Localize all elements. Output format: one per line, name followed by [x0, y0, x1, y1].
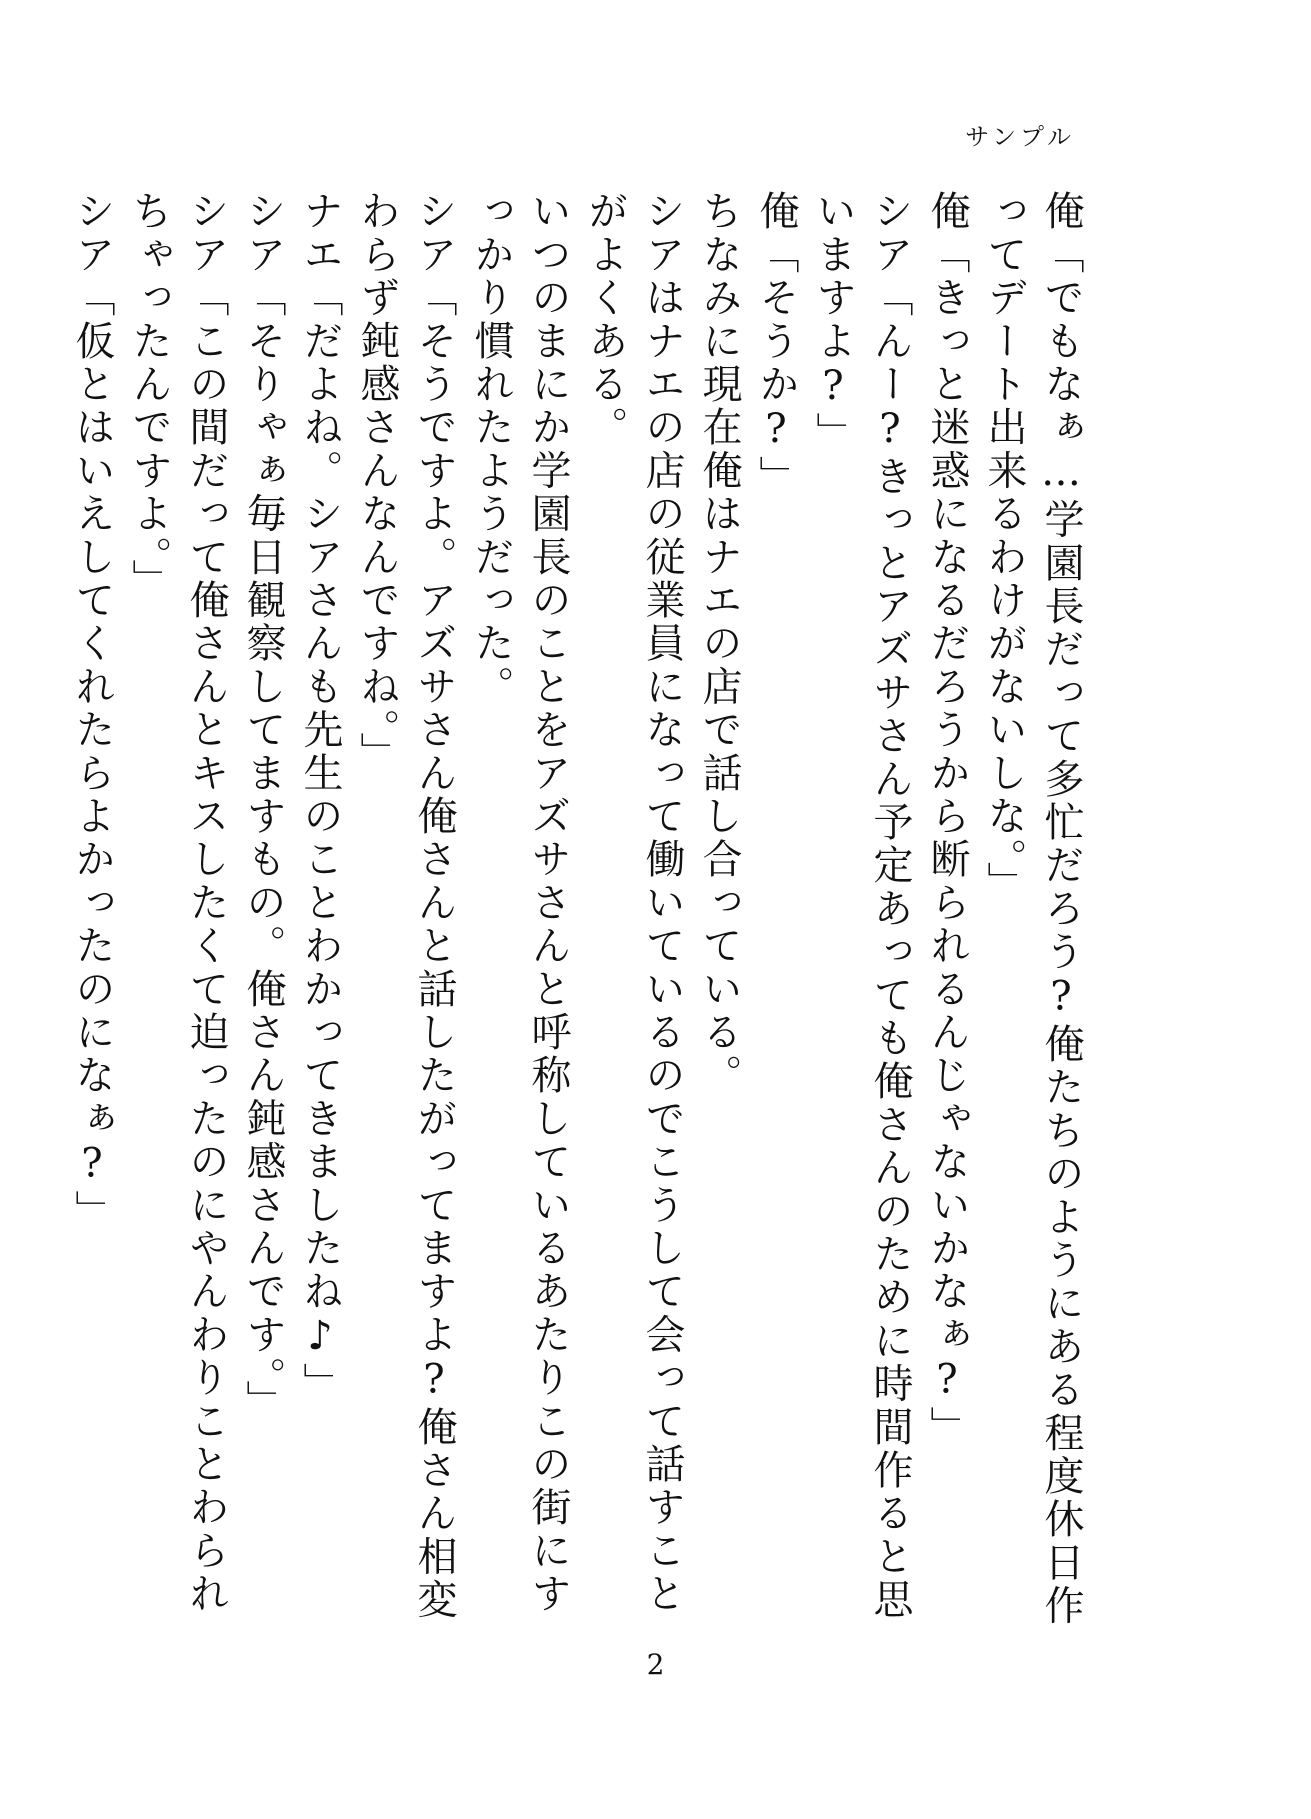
- paragraph: 俺「きっと迷惑になるだろうから断られるんじゃないかなぁ?」: [924, 190, 970, 1449]
- paragraph: シア「そうですよ。アズサさん俺さんと話したがってますよ?俺さん相変わらず鈍感さんなんですね。」: [354, 190, 457, 1622]
- paragraph: 俺「でもなぁ…学園長だって多忙だろう?俺たちのようにある程度休日作ってデート出来るわけがないしな。」: [981, 190, 1084, 1628]
- paragraph: シア「仮とはいえしてくれたらよかったのになぁ?」: [69, 190, 115, 1233]
- paragraph: シアはナエの店の従業員になって働いているのでこうして会って話すことがよくある。: [582, 190, 685, 1616]
- paragraph: シア「んー?きっとアズサさん予定あっても俺さんのために時間作ると思いますよ?」: [810, 190, 913, 1622]
- paragraph: シア「そりゃぁ毎日観察してますもの。俺さん鈍感さんです。」: [240, 190, 286, 1423]
- paragraph: ちなみに現在俺はナエの店で話し合っている。: [696, 190, 742, 1098]
- vertical-text-body: [69, 190, 1089, 1640]
- page-number: 2: [646, 1648, 665, 1681]
- paragraph: 俺「そうか?」: [753, 190, 799, 499]
- paragraph: いつのまにか学園長のことをアズサさんと呼称しているあたりこの街にすっかり慣れたようだった。: [468, 190, 571, 1616]
- paragraph: ナエ「だよね。シアさんも先生のことわかってきましたね♪」: [297, 190, 343, 1406]
- running-header: サンプル: [965, 123, 1075, 151]
- paragraph: シア「この間だって俺さんとキスしたくて迫ったのにやんわりことわられちゃったんですよ。」: [126, 190, 229, 1616]
